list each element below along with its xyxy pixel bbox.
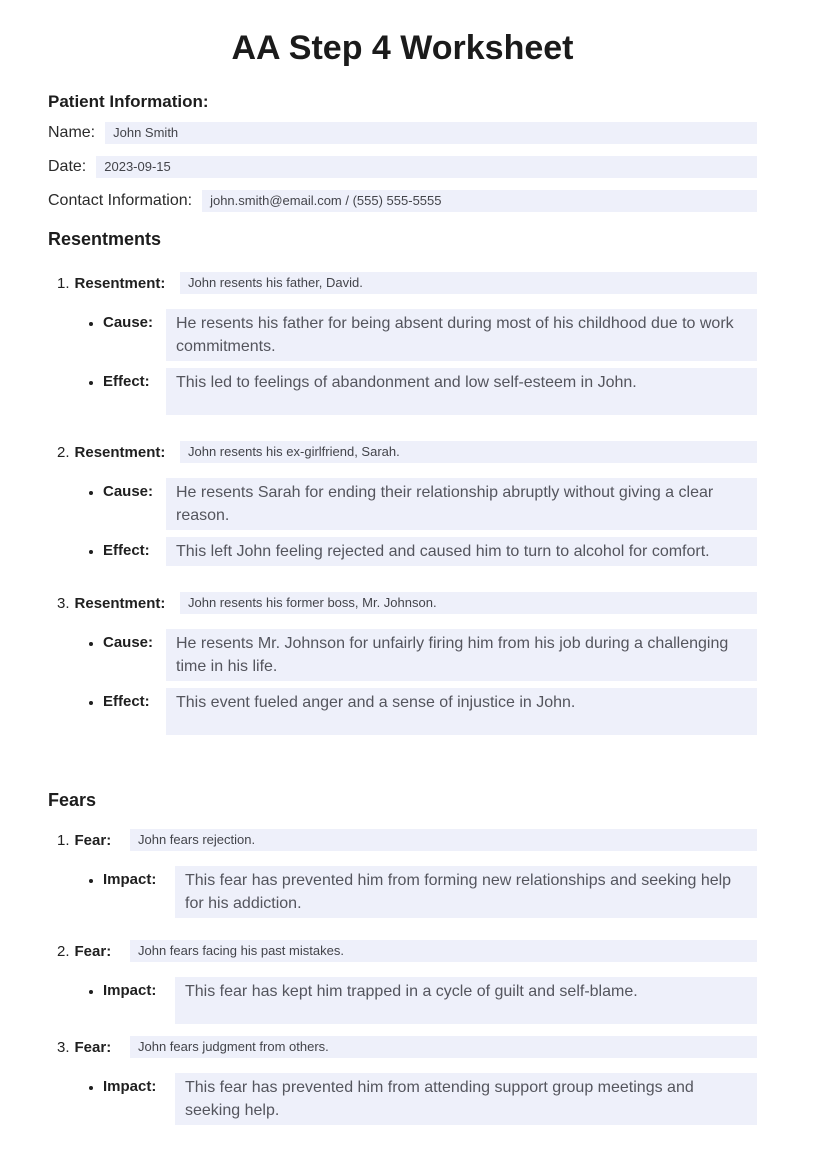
name-row: [48, 122, 757, 144]
resentment-3-effect-row: [48, 688, 757, 735]
impact-label-group: [86, 866, 175, 889]
effect-label-group: [86, 537, 166, 560]
resentment-3-row: [48, 592, 757, 614]
impact-label: Impact:: [103, 982, 157, 999]
resentment-label: Resentment:: [74, 444, 166, 461]
cause-label: Cause:: [103, 634, 154, 651]
fear-item-2: [48, 940, 757, 1024]
resentment-1-cause-row: [48, 309, 757, 361]
cause-label-group: [86, 629, 166, 652]
item-number: 1.: [57, 275, 70, 292]
resentment-3-label-group: [57, 592, 180, 613]
fear-label: Fear:: [74, 832, 112, 849]
resentment-3-cause-row: [48, 629, 757, 681]
bullet-icon: [89, 990, 93, 994]
resentment-label: Resentment:: [74, 595, 166, 612]
bullet-icon: [89, 550, 93, 554]
cause-label: Cause:: [103, 314, 154, 331]
item-number: 2.: [57, 943, 70, 960]
fear-item-1: [48, 829, 757, 918]
resentments-heading: Resentments: [48, 229, 162, 249]
effect-label-group: [86, 368, 166, 391]
resentment-1-effect-row: [48, 368, 757, 415]
fear-item-3: [48, 1036, 757, 1125]
bullet-icon: [89, 381, 93, 385]
bullet-icon: [89, 1086, 93, 1090]
bullet-icon: [89, 491, 93, 495]
impact-label-group: [86, 1073, 175, 1096]
item-number: 2.: [57, 444, 70, 461]
fear-3-field[interactable]: John fears judgment from others.: [130, 1036, 757, 1058]
bullet-icon: [89, 322, 93, 326]
date-label: Date:: [48, 158, 87, 175]
resentment-2-field[interactable]: John resents his ex-girlfriend, Sarah.: [180, 441, 757, 463]
resentment-3-field[interactable]: John resents his former boss, Mr. Johnson.: [180, 592, 757, 614]
fear-1-label-group: [57, 829, 130, 850]
item-number: 3.: [57, 1039, 70, 1056]
fear-1-field[interactable]: John fears rejection.: [130, 829, 757, 851]
date-field[interactable]: 2023-09-15: [96, 156, 757, 178]
resentment-2-effect-row: [48, 537, 757, 566]
effect-label: Effect:: [103, 693, 150, 710]
resentment-3-effect-field[interactable]: This event fueled anger and a sense of injustice in John.: [166, 688, 757, 735]
fear-2-label-group: [57, 940, 130, 961]
fear-2-row: [48, 940, 757, 962]
item-number: 1.: [57, 832, 70, 849]
bullet-icon: [89, 701, 93, 705]
resentment-1-label-group: [57, 272, 180, 293]
item-number: 3.: [57, 595, 70, 612]
resentment-1-field[interactable]: John resents his father, David.: [180, 272, 757, 294]
fear-2-impact-row: [48, 977, 757, 1024]
fear-label: Fear:: [74, 1039, 112, 1056]
page-title: AA Step 4 Worksheet: [231, 29, 574, 67]
resentment-item-3: [48, 592, 757, 735]
contact-row: [48, 190, 757, 212]
bullet-icon: [89, 642, 93, 646]
fear-1-impact-field[interactable]: This fear has prevented him from forming new relationships and seeking help for his addiction.: [175, 866, 757, 918]
fear-2-field[interactable]: John fears facing his past mistakes.: [130, 940, 757, 962]
fear-1-impact-row: [48, 866, 757, 918]
name-field[interactable]: John Smith: [105, 122, 757, 144]
effect-label-group: [86, 688, 166, 711]
resentment-2-row: [48, 441, 757, 463]
effect-label: Effect:: [103, 542, 150, 559]
resentment-2-cause-field[interactable]: He resents Sarah for ending their relationship abruptly without giving a clear reason.: [166, 478, 757, 530]
contact-label: Contact Information:: [48, 192, 193, 209]
fear-3-impact-row: [48, 1073, 757, 1125]
resentment-1-effect-field[interactable]: This led to feelings of abandonment and low self-esteem in John.: [166, 368, 757, 415]
contact-field[interactable]: john.smith@email.com / (555) 555-5555: [202, 190, 757, 212]
name-label: Name:: [48, 124, 96, 141]
resentment-item-1: [48, 272, 757, 415]
fear-3-impact-field[interactable]: This fear has prevented him from attending support group meetings and seeking help.: [175, 1073, 757, 1125]
fear-label: Fear:: [74, 943, 112, 960]
resentment-2-label-group: [57, 441, 180, 462]
patient-information-heading: Patient Information:: [48, 92, 209, 111]
impact-label: Impact:: [103, 871, 157, 888]
resentment-1-cause-field[interactable]: He resents his father for being absent during most of his childhood due to work commitments.: [166, 309, 757, 361]
fear-1-row: [48, 829, 757, 851]
bullet-icon: [89, 879, 93, 883]
resentment-1-row: [48, 272, 757, 294]
resentment-2-effect-field[interactable]: This left John feeling rejected and caused him to turn to alcohol for comfort.: [166, 537, 757, 566]
resentment-2-cause-row: [48, 478, 757, 530]
fear-3-label-group: [57, 1036, 130, 1057]
effect-label: Effect:: [103, 373, 150, 390]
cause-label-group: [86, 478, 166, 501]
impact-label-group: [86, 977, 175, 1000]
resentment-3-cause-field[interactable]: He resents Mr. Johnson for unfairly firing him from his job during a challenging time in his life.: [166, 629, 757, 681]
fear-3-row: [48, 1036, 757, 1058]
impact-label: Impact:: [103, 1078, 157, 1095]
fear-2-impact-field[interactable]: This fear has kept him trapped in a cycle of guilt and self-blame.: [175, 977, 757, 1024]
date-row: [48, 156, 757, 178]
cause-label: Cause:: [103, 483, 154, 500]
fears-heading: Fears: [48, 790, 97, 810]
cause-label-group: [86, 309, 166, 332]
resentment-item-2: [48, 441, 757, 566]
resentment-label: Resentment:: [74, 275, 166, 292]
